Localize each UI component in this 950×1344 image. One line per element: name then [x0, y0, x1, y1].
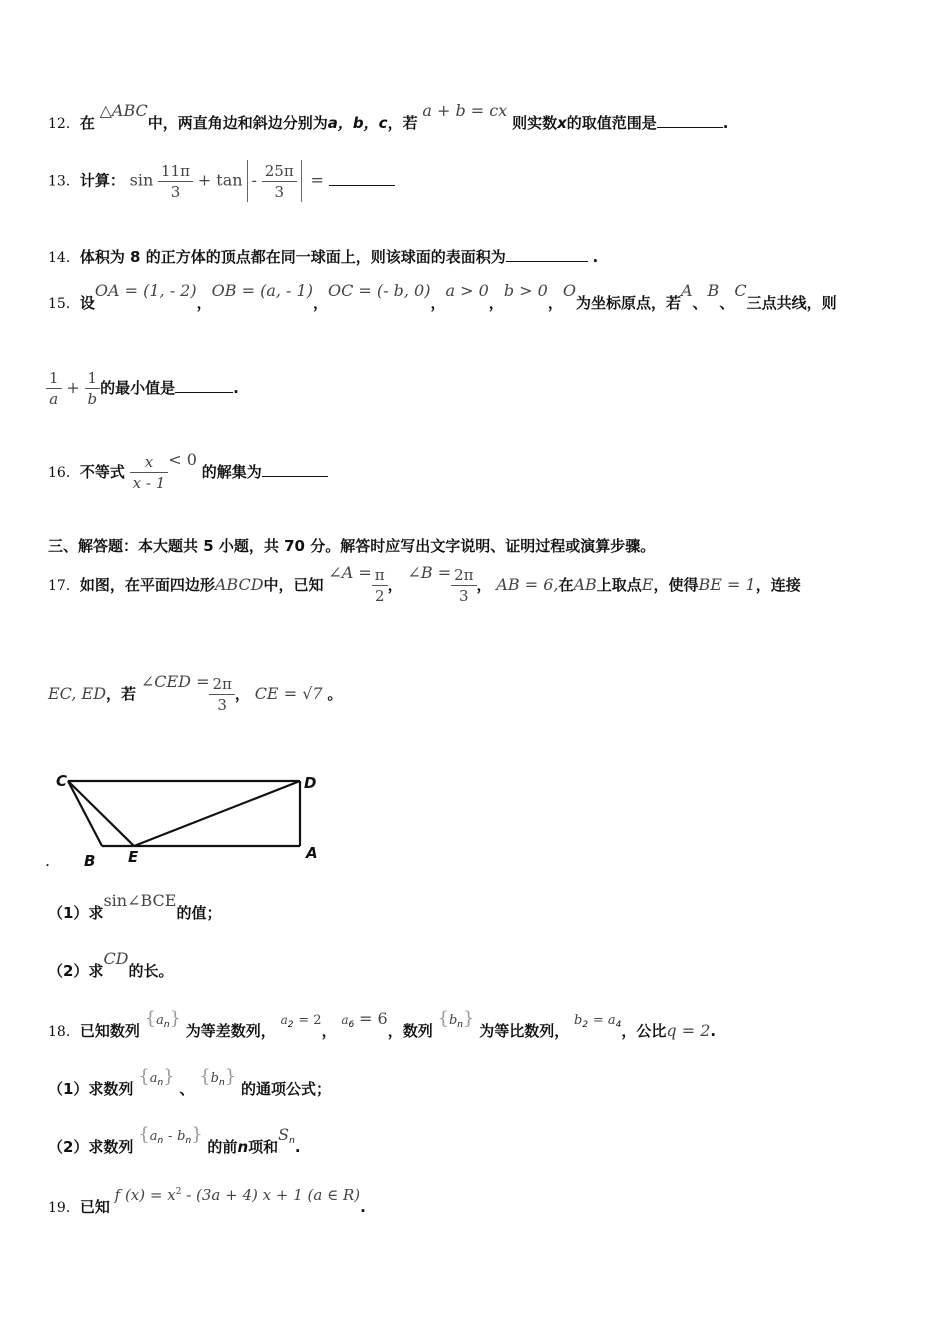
answer-blank: [329, 171, 395, 186]
label-a: A: [306, 844, 318, 862]
question-16: 16．不等式 $\frac{x}{x - 1}$ < 0 的解集为: [48, 452, 328, 493]
label-b: B: [84, 852, 96, 870]
question-15-continued: $\frac{1}{a}$ + $\frac{1}{b}$ 的最小值是 .: [46, 368, 239, 409]
fraction: $\frac{11\pi}{3}$: [158, 161, 193, 202]
question-number: 15．: [48, 296, 80, 312]
question-19: 19．已知 f $(x) = x^2 - (3a + 4) x + 1$ (a ∈ R).: [48, 1186, 366, 1216]
label-dot: .: [46, 858, 50, 869]
question-18: 18．已知数列 $\{a_n\}$ 为等差数列， $a_2 = 2$， $a_6 = 6$，数列 $\{b_n\}$ 为等比数列， $b_2 = a_4$，公比q = 2.: [48, 1008, 717, 1040]
quadrilateral-figure: [44, 766, 334, 876]
question-17-part-2: （2）求CD的长。: [48, 949, 174, 980]
vector-oa: OA = (1, - 2): [94, 281, 197, 300]
fraction: $\frac{2\pi}{3}$: [451, 565, 476, 606]
question-number: 17．: [48, 578, 80, 594]
fraction: $\frac{x}{x - 1}$: [130, 452, 169, 493]
question-17-part-1: （1）求sin∠BCE的值；: [48, 891, 222, 922]
fraction: $\frac{1}{a}$: [46, 368, 62, 409]
math-triangle: △ABC: [99, 101, 148, 120]
fraction: $\frac{1}{b}$: [85, 368, 101, 409]
answer-blank: [175, 378, 233, 393]
label-e: E: [128, 848, 139, 866]
label-c: C: [56, 772, 68, 790]
answer-blank: [262, 462, 328, 477]
label-d: D: [304, 774, 317, 792]
question-12: 12．在 △ABC中，两直角边和斜边分别为a，b，c，若 a + b = cx 则实数x的取值范围是 .: [48, 101, 729, 132]
question-14: 14．体积为 8 的正方体的顶点都在同一球面上，则该球面的表面积为 .: [48, 248, 599, 266]
fraction: $\frac{25\pi}{3}$: [262, 161, 297, 202]
section-heading: 三、解答题：本大题共 5 小题，共 70 分。解答时应写出文字说明、证明过程或演算步骤。: [48, 537, 656, 555]
question-15: 15．设OA = (1, - 2)，OB = (a, - 1)，OC = (- b, 0)，a > 0，b > 0，O为坐标原点，若A、B、C三点共线，则: [48, 281, 837, 312]
question-number: 13．: [48, 173, 80, 190]
segment-ce: [68, 781, 134, 846]
question-number: 16．: [48, 465, 80, 481]
fraction: $\frac{\pi}{2}$: [372, 565, 388, 606]
question-17-continued: EC, ED，若 ∠CED = $\frac{2\pi}{3}$ ， CE = √7 。: [48, 672, 343, 714]
answer-blank: [506, 247, 588, 262]
fraction: $\frac{2\pi}{3}$: [209, 674, 234, 715]
question-number: 14．: [48, 250, 80, 266]
vector-ob: OB = (a, - 1): [211, 281, 313, 300]
question-13: 13．计算： sin $\frac{11\pi}{3}$ + tan - $\frac{25\pi}{3}$ =: [48, 160, 395, 202]
question-number: 19．: [48, 1200, 80, 1216]
question-18-part-2: （2）求数列 $\{a_n - b_n\}$ 的前n项和$S_n$.: [48, 1124, 301, 1156]
function-definition: f $(x) = x^2 - (3a + 4) x + 1$ (a ∈ R): [114, 1186, 361, 1204]
segment-bc: [68, 781, 102, 846]
question-number: 18．: [48, 1024, 80, 1040]
question-17: 17．如图，在平面四边形ABCD中，已知 ∠A = $\frac{\pi}{2}$ ， ∠B = $\frac{2\pi}{3}$ ， AB = 6,在AB上取点E，使得BE = 1，连接: [48, 563, 801, 605]
question-number: 12．: [48, 116, 80, 132]
segment-ed: [134, 781, 300, 846]
math-expression: a + b = cx: [422, 101, 508, 120]
question-18-part-1: （1）求数列 $\{a_n\}$ 、 $\{b_n\}$ 的通项公式；: [48, 1066, 331, 1098]
answer-blank: [657, 113, 723, 128]
vector-oc: OC = (- b, 0): [327, 281, 431, 300]
